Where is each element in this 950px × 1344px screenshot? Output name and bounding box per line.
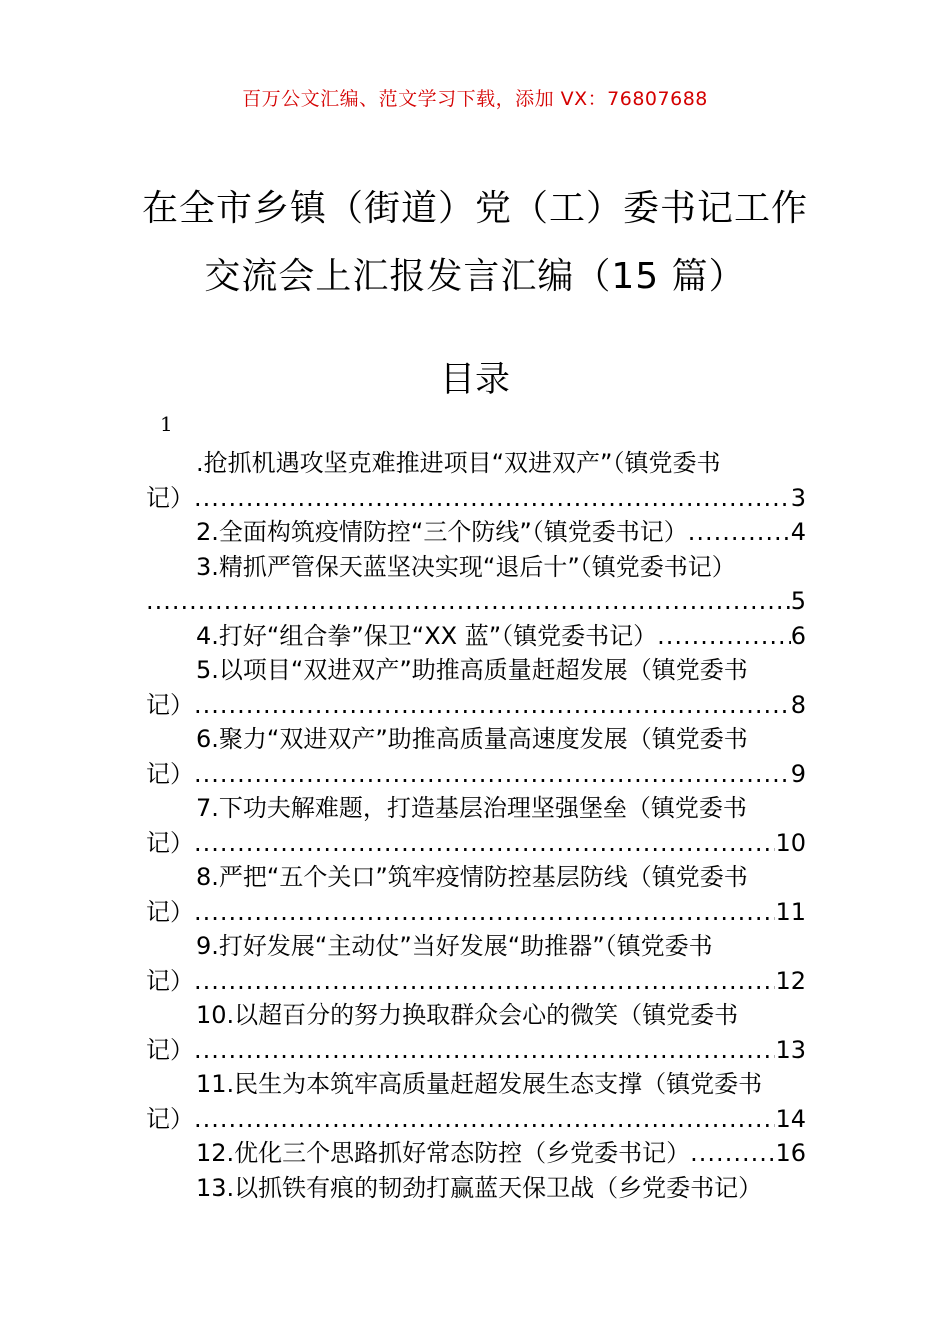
table-of-contents [146,446,806,1205]
toc-entry-text: .抢抓机遇攻坚克难推进项目“双进双产”（镇党委书 [196,449,721,477]
toc-entry-text-cont: 记） [146,828,194,857]
toc-entry-text: 6.聚力“双进双产”助推高质量高速度发展（镇党委书 [196,725,748,753]
toc-entry-13[interactable] [146,1171,806,1206]
dot-leader [688,515,791,550]
toc-heading: 目录 [439,360,510,400]
dot-leader [194,1033,775,1068]
dot-leader [194,757,791,792]
toc-entry-text-cont: 记） [146,1104,194,1133]
toc-entry-1[interactable] [146,446,806,515]
toc-entry-7[interactable] [146,791,806,860]
toc-entry-text-cont: 记） [146,897,194,926]
toc-entry-5[interactable] [146,653,806,722]
dot-leader [690,1136,775,1171]
toc-entry-3[interactable] [146,550,806,619]
toc-entry-text: 10.以超百分的努力换取群众会心的微笑（镇党委书 [196,1001,739,1029]
toc-entry-6[interactable] [146,722,806,791]
toc-page-number: 6 [790,621,806,650]
document-title-line-1: 在全市乡镇（街道）党（工）委书记工作 [141,188,808,229]
toc-entry-text-cont: 记） [146,690,194,719]
toc-entry-text: 12.优化三个思路抓好常态防控（乡党委书记） [196,1139,691,1167]
toc-page-number: 5 [790,587,806,615]
toc-entry-4[interactable] [146,619,806,654]
dot-leader [194,964,775,999]
toc-entry-text: 5.以项目“双进双产”助推高质量赶超发展（镇党委书 [196,656,748,684]
dot-leader [657,619,791,654]
toc-entry-text: 4.打好“组合拳”保卫“XX 蓝”（镇党委书记） [196,621,658,650]
toc-entry-9[interactable] [146,929,806,998]
toc-entry-2[interactable] [146,515,806,550]
dot-leader [194,688,791,723]
toc-page-number: 8 [790,690,806,719]
dot-leader [146,584,791,619]
toc-entry-11[interactable] [146,1067,806,1136]
toc-entry-text-cont: 记） [146,483,194,512]
toc-entry-text: 7.下功夫解难题，打造基层治理坚强堡垒（镇党委书 [196,794,747,822]
toc-entry-text: 8.严把“五个关口”筑牢疫情防控基层防线（镇党委书 [196,863,748,891]
toc-page-number: 12 [775,966,806,995]
toc-entry-text: 3.精抓严管保天蓝坚决实现“退后十”（镇党委书记） [196,552,736,581]
toc-page-number: 14 [775,1104,806,1133]
toc-page-number: 13 [775,1035,806,1064]
toc-page-number: 3 [790,483,806,512]
header-banner: 百万公文汇编、范文学习下载，添加 VX：76807688 [242,88,708,110]
toc-page-number: 16 [775,1139,806,1167]
toc-entry-text: 2.全面构筑疫情防控“三个防线”（镇党委书记） [196,518,688,546]
toc-page-number: 9 [790,759,806,788]
toc-entry-8[interactable] [146,860,806,929]
toc-page-number: 4 [790,518,806,546]
toc-entry-text-cont: 记） [146,966,194,995]
dot-leader [194,826,775,861]
dot-leader [194,481,791,516]
toc-page-number: 11 [775,897,806,926]
toc-entry-text-cont: 记） [146,1035,194,1064]
toc-entry-text: 9.打好发展“主动仗”当好发展“助推器”（镇党委书 [196,932,713,960]
footnote-mark: 1 [160,412,173,436]
dot-leader [194,1102,775,1137]
toc-entry-text: 11.民生为本筑牢高质量赶超发展生态支撑（镇党委书 [196,1070,763,1098]
toc-entry-text-cont: 记） [146,759,194,788]
toc-entry-text: 13.以抓铁有痕的韧劲打赢蓝天保卫战（乡党委书记） [196,1173,763,1202]
document-title-line-2: 交流会上汇报发言汇编（15 篇） [204,256,746,297]
toc-entry-12[interactable] [146,1136,806,1171]
toc-page-number: 10 [775,828,806,857]
toc-entry-10[interactable] [146,998,806,1067]
dot-leader [194,895,775,930]
